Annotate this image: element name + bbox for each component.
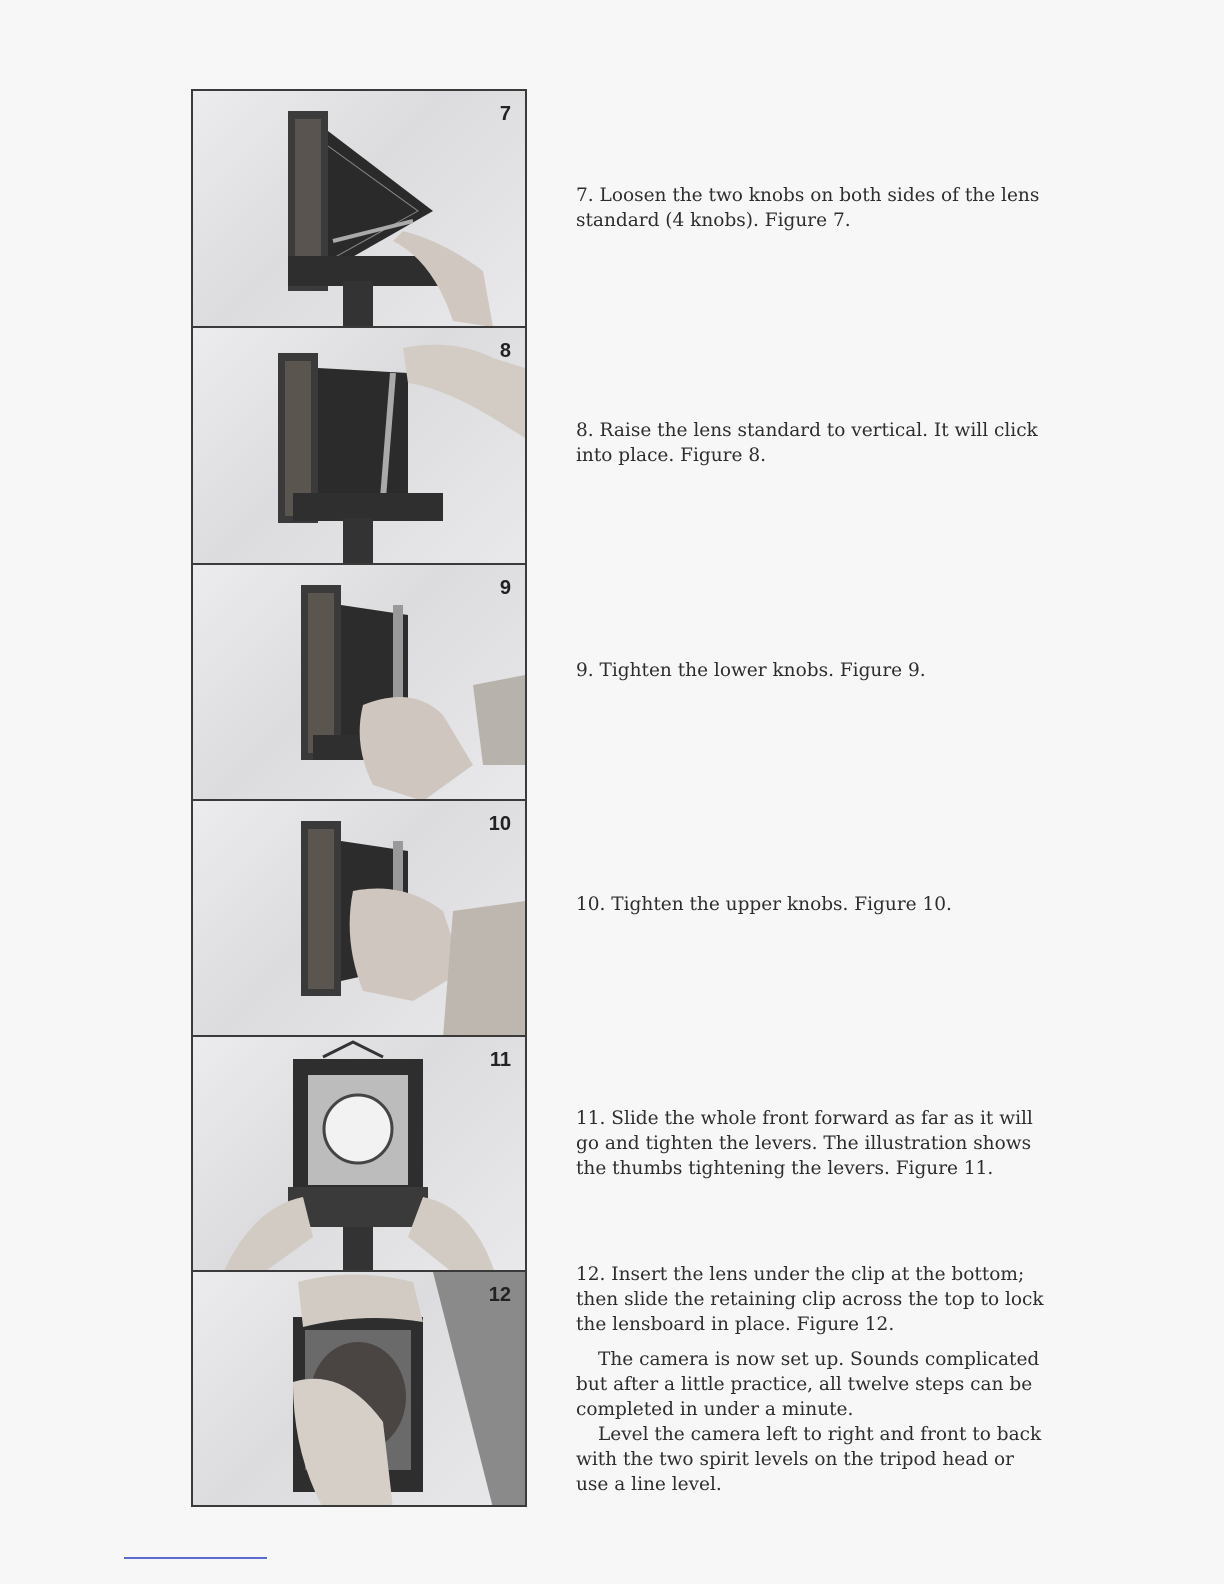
figure-9-photo: [193, 565, 525, 801]
figure-11-photo: [193, 1037, 525, 1272]
camera-bellows-illustration: [193, 91, 525, 327]
camera-lower-knobs-illustration: [193, 565, 525, 801]
footnote-divider: [124, 1557, 267, 1559]
step-9-text: 9. Tighten the lower knobs. Figure 9.: [576, 660, 926, 681]
step-11-text: 11. Slide the whole front forward as far as it will go and tighten the levers. The illustration shows the thumbs tightening the levers. Figure 11.: [576, 1108, 1033, 1179]
figure-number: 12: [488, 1284, 511, 1306]
figure-strip: [191, 89, 527, 1507]
step-10-text: 10. Tighten the upper knobs. Figure 10.: [576, 894, 952, 915]
figure-number: 11: [489, 1049, 511, 1071]
camera-front-view-illustration: [193, 1037, 525, 1272]
step-7-text: 7. Loosen the two knobs on both sides of the lens standard (4 knobs). Figure 7.: [576, 185, 1040, 231]
closing-notes: [576, 1347, 1046, 1497]
figure-number: 8: [499, 340, 511, 362]
figure-number: 10: [488, 813, 511, 835]
figure-number: 7: [499, 103, 511, 125]
camera-upper-knobs-illustration: [193, 801, 525, 1037]
closing-paragraph-level: Level the camera left to right and front to back with the two spirit levels on the tripod head or use a line level.: [576, 1424, 1042, 1495]
figure-12-photo: [193, 1272, 525, 1505]
camera-lensboard-illustration: [193, 1272, 525, 1505]
closing-paragraph-setup: The camera is now set up. Sounds complicated but after a little practice, all twelve steps can be completed in under a minute.: [576, 1349, 1040, 1420]
camera-raised-standard-illustration: [193, 328, 525, 564]
step-8-text: 8. Raise the lens standard to vertical. It will click into place. Figure 8.: [576, 420, 1038, 466]
figure-10-photo: [193, 801, 525, 1037]
figure-7-photo: [193, 91, 525, 328]
figure-8-photo: [193, 328, 525, 565]
step-12-text: 12. Insert the lens under the clip at the bottom; then slide the retaining clip across the top to lock the lensboard in place. Figure 12.: [576, 1264, 1044, 1335]
figure-number: 9: [499, 577, 511, 599]
